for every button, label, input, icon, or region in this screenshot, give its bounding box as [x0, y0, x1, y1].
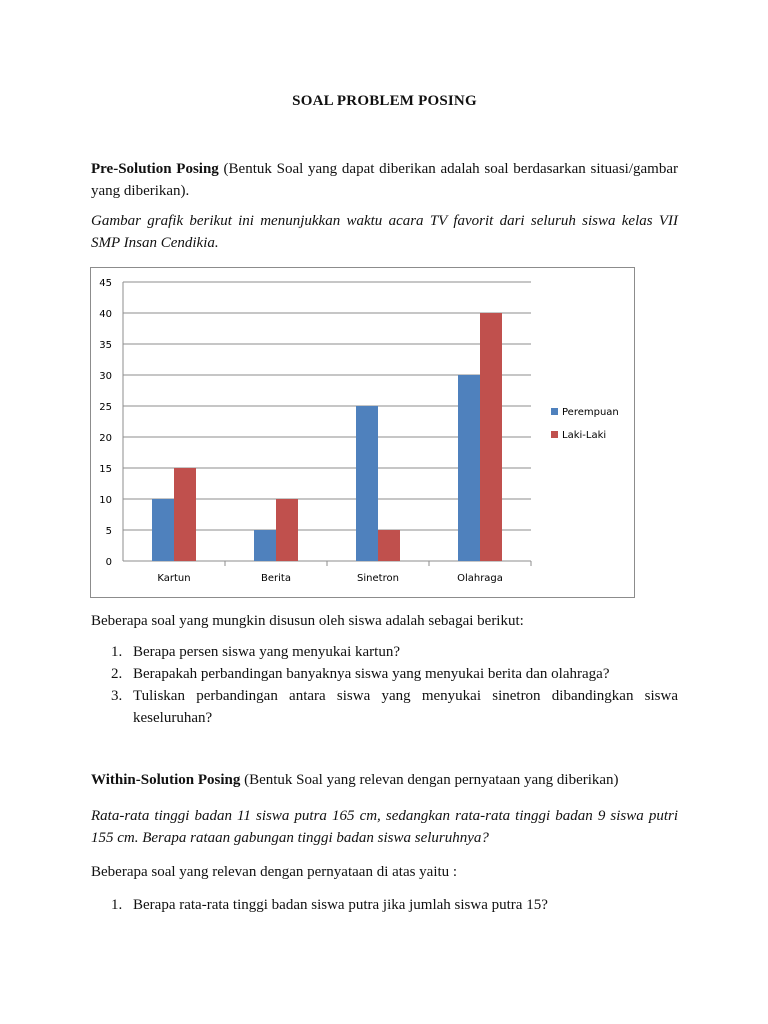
x-tick-label: Olahraga — [457, 573, 503, 584]
pre-solution-question-list — [91, 641, 678, 729]
legend-label: Perempuan — [562, 407, 619, 418]
bar-laki-laki-kartun — [174, 468, 196, 561]
bar-perempuan-sinetron — [356, 406, 378, 561]
within-solution-description: (Bentuk Soal yang relevan dengan pernyataan yang diberikan) — [240, 772, 619, 788]
question-item: 2. Berapakah perbandingan banyaknya siswa yang menyukai berita dan olahraga? — [111, 666, 610, 682]
bar-perempuan-berita — [254, 530, 276, 561]
y-tick-label: 30 — [99, 371, 112, 382]
y-tick-label: 45 — [99, 278, 112, 289]
bar-perempuan-olahraga — [458, 375, 480, 561]
y-tick-label: 0 — [105, 557, 112, 568]
within-solution-context: Rata-rata tinggi badan 11 siswa putra 165 cm, sedangkan rata-rata tinggi badan 9 siswa putri 155 cm. Berapa rataan gabungan tinggi badan siswa seluruhnya? — [91, 808, 678, 846]
pre-solution-heading: Pre-Solution Posing — [91, 161, 219, 177]
y-tick-label: 25 — [99, 402, 112, 413]
question-item: 1. Berapa rata-rata tinggi badan siswa putra jika jumlah siswa putra 15? — [111, 897, 548, 913]
x-tick-label: Kartun — [157, 573, 191, 584]
y-tick-label: 10 — [99, 495, 112, 506]
page-title: SOAL PROBLEM POSING — [292, 93, 477, 109]
y-tick-label: 15 — [99, 464, 112, 475]
y-tick-label: 5 — [105, 526, 112, 537]
y-tick-label: 40 — [99, 309, 112, 320]
question-item: 1. Berapa persen siswa yang menyukai kartun? — [111, 644, 400, 660]
pre-solution-paragraph — [91, 158, 678, 202]
question-item: 3. Tuliskan perbandingan antara siswa yang menyukai sinetron dibandingkan siswa keseluruhan? — [111, 688, 678, 726]
y-tick-label: 35 — [99, 340, 112, 351]
within-solution-heading: Within-Solution Posing — [91, 772, 241, 788]
within-solution-paragraph — [91, 769, 678, 791]
x-tick-label: Berita — [261, 573, 291, 584]
within-solution-question-list — [91, 894, 678, 916]
bar-perempuan-kartun — [152, 499, 174, 561]
bar-chart — [90, 267, 635, 598]
bar-laki-laki-berita — [276, 499, 298, 561]
pre-solution-context: Gambar grafik berikut ini menunjukkan waktu acara TV favorit dari seluruh siswa kelas VII SMP Insan Cendikia. — [91, 213, 678, 251]
within-solution-intro: Beberapa soal yang relevan dengan pernyataan di atas yaitu : — [91, 864, 458, 880]
legend-swatch — [551, 431, 558, 438]
x-tick-label: Sinetron — [357, 573, 399, 584]
pre-solution-intro: Beberapa soal yang mungkin disusun oleh siswa adalah sebagai berikut: — [91, 613, 524, 629]
y-tick-label: 20 — [99, 433, 112, 444]
bar-laki-laki-olahraga — [480, 313, 502, 561]
bar-chart-svg — [91, 268, 634, 597]
legend-swatch — [551, 408, 558, 415]
pre-solution-description: (Bentuk Soal yang dapat diberikan adalah soal berdasarkan situasi/gambar yang diberikan). — [91, 161, 678, 199]
bar-laki-laki-sinetron — [378, 530, 400, 561]
legend-label: Laki-Laki — [562, 430, 607, 441]
